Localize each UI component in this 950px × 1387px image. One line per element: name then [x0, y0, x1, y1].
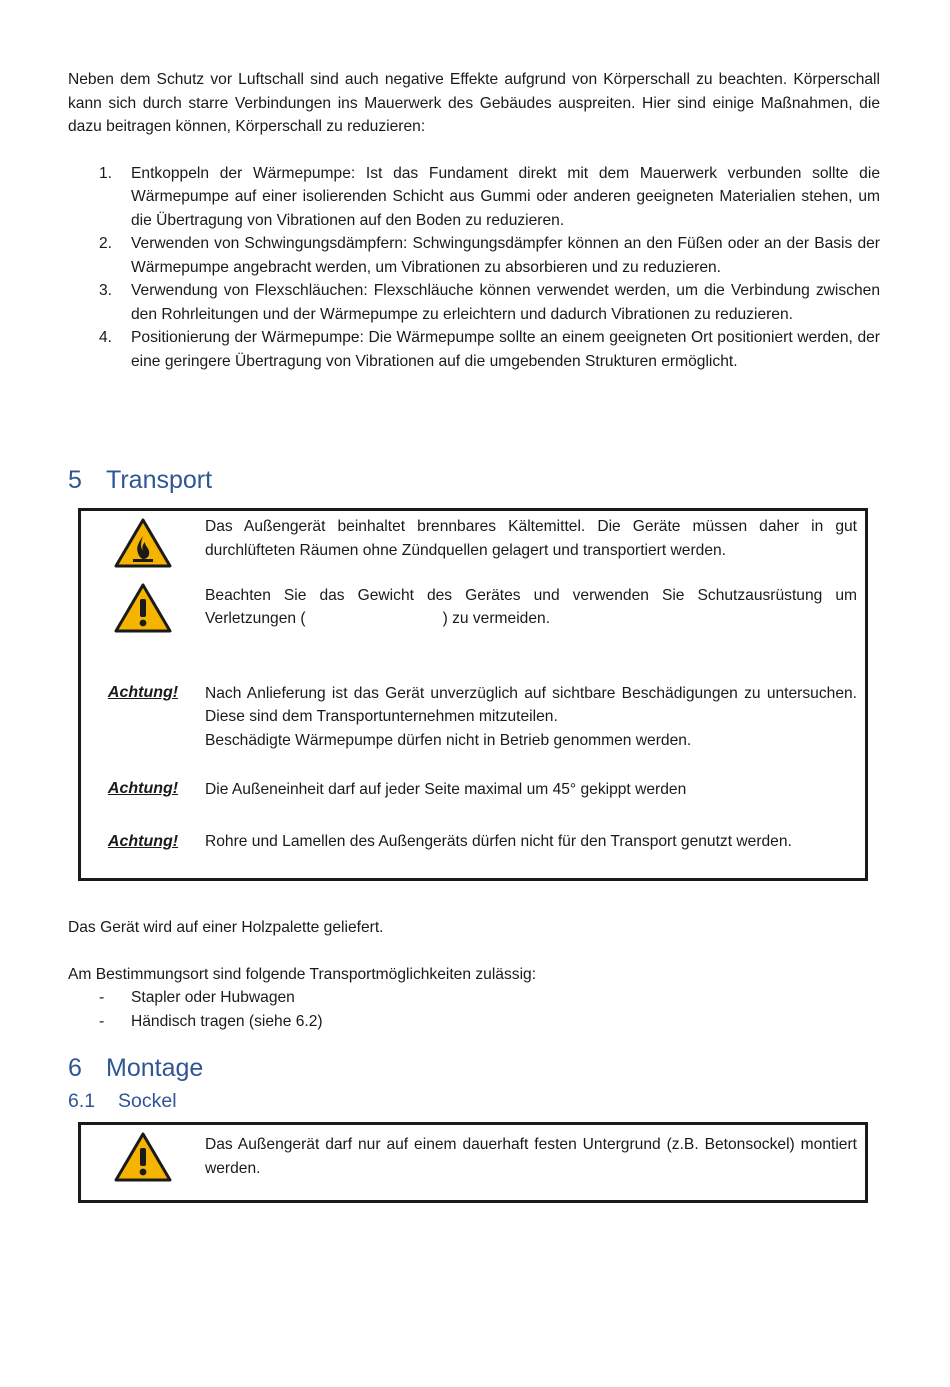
warning-row-foundation	[80, 1124, 867, 1202]
warning-row-pipes	[80, 825, 867, 880]
section-6	[68, 1054, 880, 1083]
list-item: - Stapler oder Hubwagen	[99, 989, 295, 1006]
warning-text-weight: Beachten Sie das Gewicht des Gerätes und verwenden Sie Schutzausrüstung um Verletzungen ( ) zu vermeiden.	[205, 586, 857, 627]
list-text: Verwenden von Schwingungsdämpfern: Schwingungsdämpfer können an den Füßen oder an der Basis der Wärmepumpe angebracht werden, um Vibrationen zu absorbieren und zu reduzieren.	[131, 235, 880, 276]
subsection-heading-sockel: 6.1 Sockel	[68, 1090, 177, 1112]
warning-row-tilt	[80, 772, 867, 825]
transport-options-intro: Am Bestimmungsort sind folgende Transportmöglichkeiten zulässig:	[68, 966, 537, 983]
list-text: Entkoppeln der Wärmepumpe: Ist das Fundament direkt mit dem Mauerwerk verbunden sollte die Wärmepumpe auf einer isolierenden Schicht aus Gummi oder anderen geeigneten Materialien stehen, um die Übertragung von Vibrationen auf den Boden zu reduzieren.	[131, 164, 880, 229]
transport-options-list	[68, 986, 880, 1033]
list-item	[68, 162, 880, 233]
list-number: 2.	[99, 235, 113, 252]
warning-row-flammable	[80, 510, 867, 580]
warning-row-delivery	[80, 672, 867, 772]
flammable-warning-icon	[114, 517, 172, 569]
warning-row-weight	[80, 580, 867, 672]
section-5	[68, 466, 880, 495]
list-text: Positionierung der Wärmepumpe: Die Wärmepumpe sollte an einem geeigneten Ort positioniert werden, der eine geringere Übertragung von Vibrationen auf die umgebenden Strukturen ermöglicht.	[131, 329, 880, 370]
achtung-label: Achtung!	[107, 779, 179, 797]
general-warning-icon	[114, 1131, 172, 1183]
warning-text-flammable: Das Außengerät beinhaltet brennbares Kältemittel. Die Geräte müssen daher in gut durchlüfteten Räumen ohne Zündquellen gelagert und transportiert werden.	[205, 518, 857, 559]
list-item	[68, 279, 880, 326]
intro-paragraph: Neben dem Schutz vor Luftschall sind auch negative Effekte aufgrund von Körperschall zu beachten. Körperschall kann sich durch starre Verbindungen ins Mauerwerk des Gebäudes auspreiten. Hier sind einige Maßnahmen, die dazu beitragen können, Körperschall zu reduzieren:	[68, 71, 880, 135]
section-heading-montage: 6 Montage	[68, 1054, 204, 1082]
list-number: 3.	[99, 282, 113, 299]
list-number: 1.	[99, 164, 113, 182]
pallet-text: Das Gerät wird auf einer Holzpalette geliefert.	[68, 919, 384, 936]
achtung-label: Achtung!	[107, 832, 179, 850]
section-heading-transport: 5 Transport	[68, 466, 213, 494]
list-text: Verwendung von Flexschläuchen: Flexschläuche können verwendet werden, um die Verbindung zwischen den Rohrleitungen und der Wärmepumpe zu erleichtern und dadurch Vibrationen zu reduzieren.	[131, 282, 880, 323]
list-item	[68, 326, 880, 373]
general-warning-icon	[114, 582, 172, 634]
warning-text-foundation: Das Außengerät darf nur auf einem dauerhaft festen Untergrund (z.B. Betonsockel) montiert werden.	[205, 1136, 857, 1177]
measures-list	[68, 162, 880, 374]
subsection-6-1	[68, 1090, 880, 1113]
page-content	[68, 68, 880, 1177]
transport-warning-box	[68, 508, 880, 881]
list-item: - Händisch tragen (siehe 6.2)	[99, 1012, 323, 1030]
list-item	[68, 232, 880, 279]
list-number: 4.	[99, 329, 113, 346]
montage-warning-box	[68, 1122, 880, 1203]
warning-text-delivery: Nach Anlieferung ist das Gerät unverzüglich auf sichtbare Beschädigungen zu untersuchen. Diese sind dem Transportunternehmen mitzuteilen. Beschädigte Wärmepumpe dürfen nicht in Betrieb genommen werden.	[205, 684, 857, 749]
warning-text-tilt: Die Außeneinheit darf auf jeder Seite maximal um 45° gekippt werden	[205, 780, 687, 798]
achtung-label: Achtung!	[107, 683, 179, 701]
warning-text-pipes: Rohre und Lamellen des Außengeräts dürfen nicht für den Transport genutzt werden.	[205, 832, 792, 850]
